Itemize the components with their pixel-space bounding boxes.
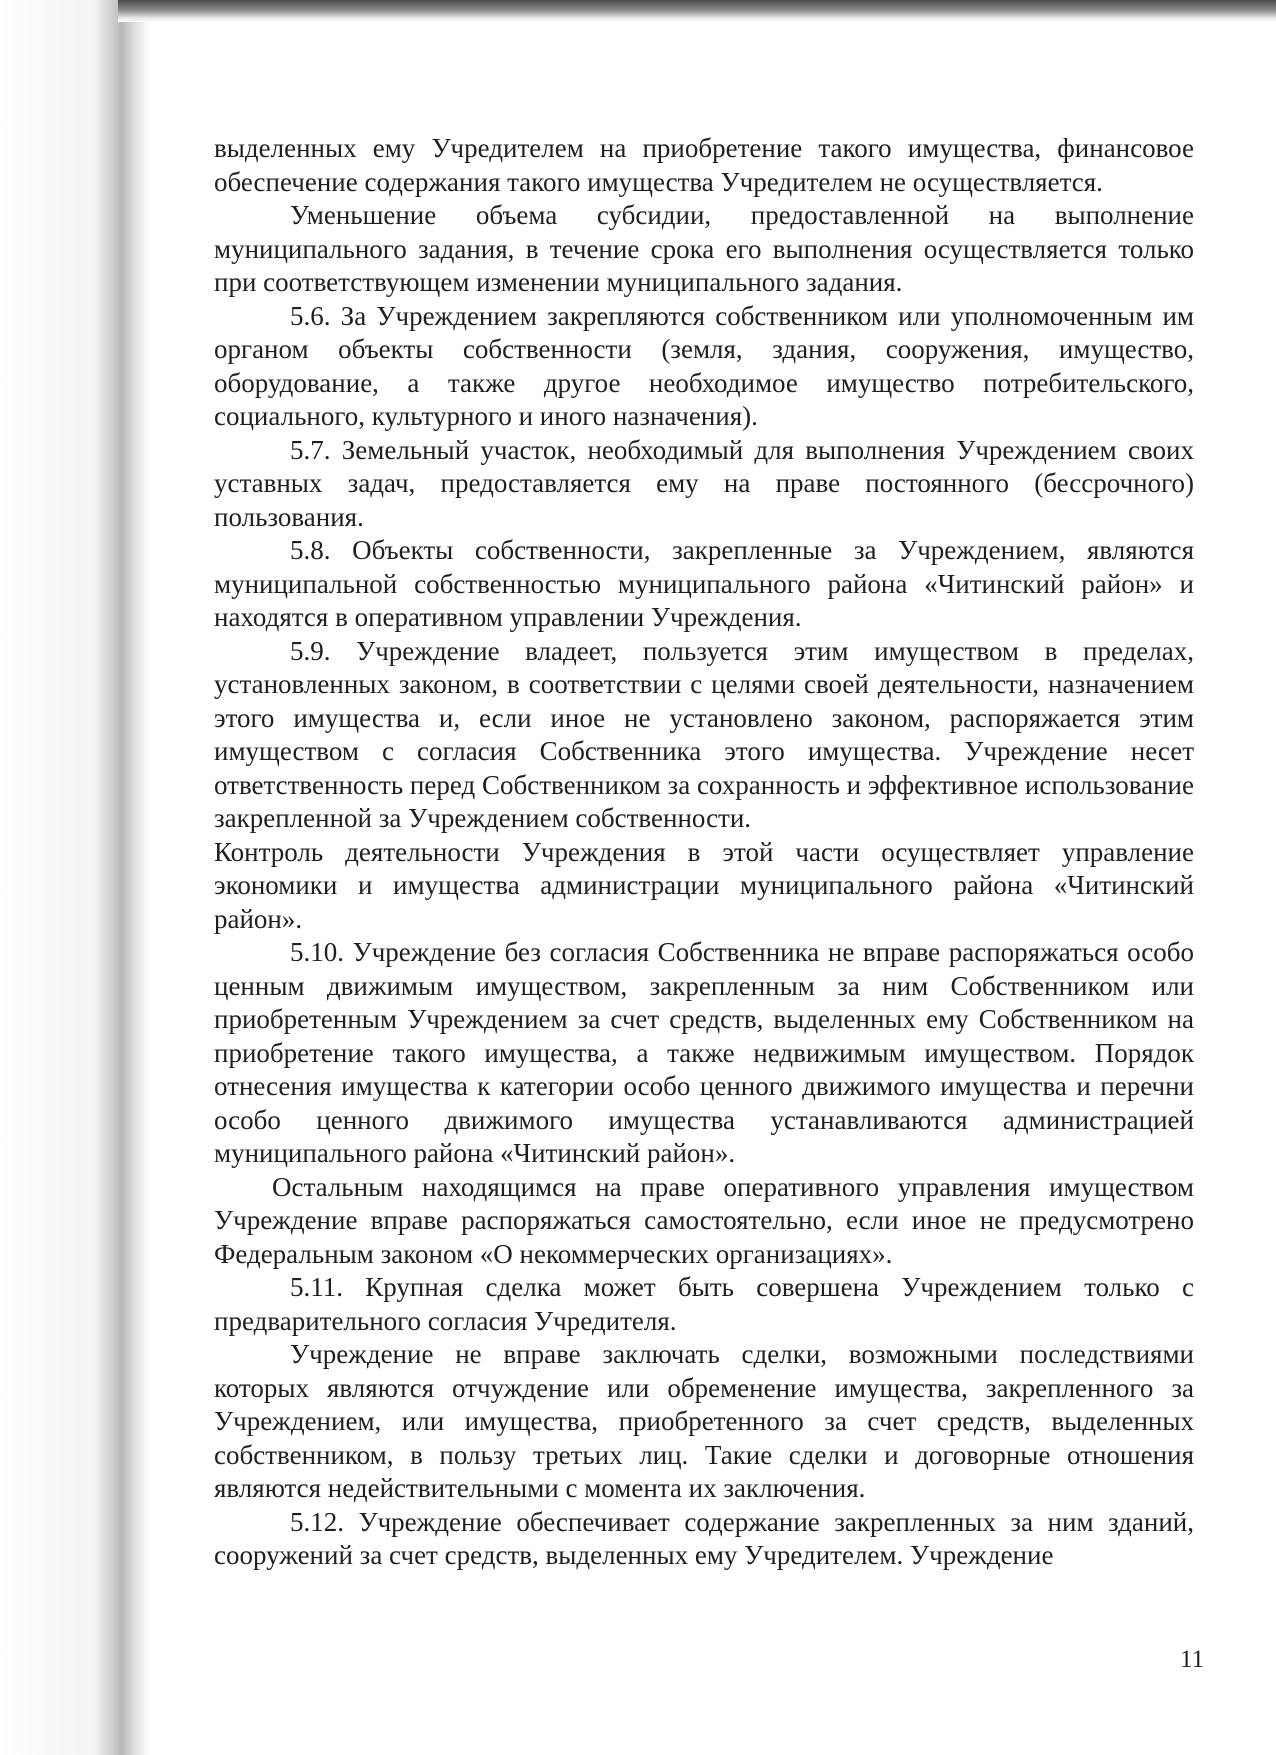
paragraph-other-property: Остальным находящимся на праве оперативного управления имуществом Учреждение вправе распоряжаться самостоятельно, если иное не предусмотрено Федеральным законом «О некоммерческих организациях». (214, 1171, 1194, 1269)
paragraph-subsidy-reduction: Уменьшение объема субсидии, предоставленной на выполнение муниципального задания, в течение срока его выполнения осуществляется только при соответствующем изменении муниципального задания. (214, 200, 1194, 297)
paragraph-transactions: Учреждение не вправе заключать сделки, возможными последствиями которых являются отчуждение или обременение имущества, закрепленного за Учреждением, или имущества, приобретенного за счет средств, выделенных собственником, в пользу третьих лиц. Такие сделки и договорные отношения являются недействительными с момента их заключения. (214, 1339, 1194, 1503)
paragraph-control: Контроль деятельности Учреждения в этой части осуществляет управление экономики и имущества администрации муниципального района «Читинский район». (214, 836, 1194, 934)
paragraph-continuation: выделенных ему Учредителем на приобретение такого имущества, финансовое обеспечение содержания такого имущества Учредителем не осуществляется. (214, 133, 1194, 197)
paragraph-5-12: 5.12. Учреждение обеспечивает содержание закрепленных за ним зданий, сооружений за счет средств, выделенных ему Учредителем. Учреждение (214, 1506, 1194, 1570)
scan-shadow-top (118, 0, 1276, 22)
paragraph-5-9: 5.9. Учреждение владеет, пользуется этим имуществом в пределах, установленных законом, в соответствии с целями своей деятельности, назначением этого имущества и, если иное не установлено законом, распоряжается этим имуществом с согласия Собственника этого имущества. Учреждение несет ответственность перед Собственником за сохранность и эффективное использование закрепленной за Учреждением собственности. (214, 635, 1194, 833)
paragraph-5-8: 5.8. Объекты собственности, закрепленные за Учреждением, являются муниципальной собственностью муниципального района «Читинский район» и находятся в оперативном управлении Учреждения. (214, 535, 1194, 632)
document-body (214, 132, 1194, 1573)
scan-shadow-left (0, 0, 150, 1755)
paragraph-5-7: 5.7. Земельный участок, необходимый для выполнения Учреждением своих уставных задач, предоставляется ему на праве постоянного (бессрочного) пользования. (214, 434, 1194, 532)
page-number: 11 (1180, 1646, 1205, 1673)
paragraph-5-11: 5.11. Крупная сделка может быть совершена Учреждением только с предварительного согласия Учредителя. (214, 1272, 1194, 1336)
paragraph-5-10: 5.10. Учреждение без согласия Собственника не вправе распоряжаться особо ценным движимым имуществом, закрепленным за ним Собственником или приобретенным Учреждением за счет средств, выделенных ему Собственником на приобретение такого имущества, а также недвижимым имуществом. Порядок отнесения имущества к категории особо ценного движимого имущества и перечни особо ценного движимого имущества устанавливаются администрацией муниципального района «Читинский район». (214, 937, 1194, 1168)
paragraph-5-6: 5.6. За Учреждением закрепляются собственником или уполномоченным им органом объекты собственности (земля, здания, сооружения, имущество, оборудование, а также другое необходимое имущество потребительского, социального, культурного и иного назначения). (214, 300, 1194, 431)
